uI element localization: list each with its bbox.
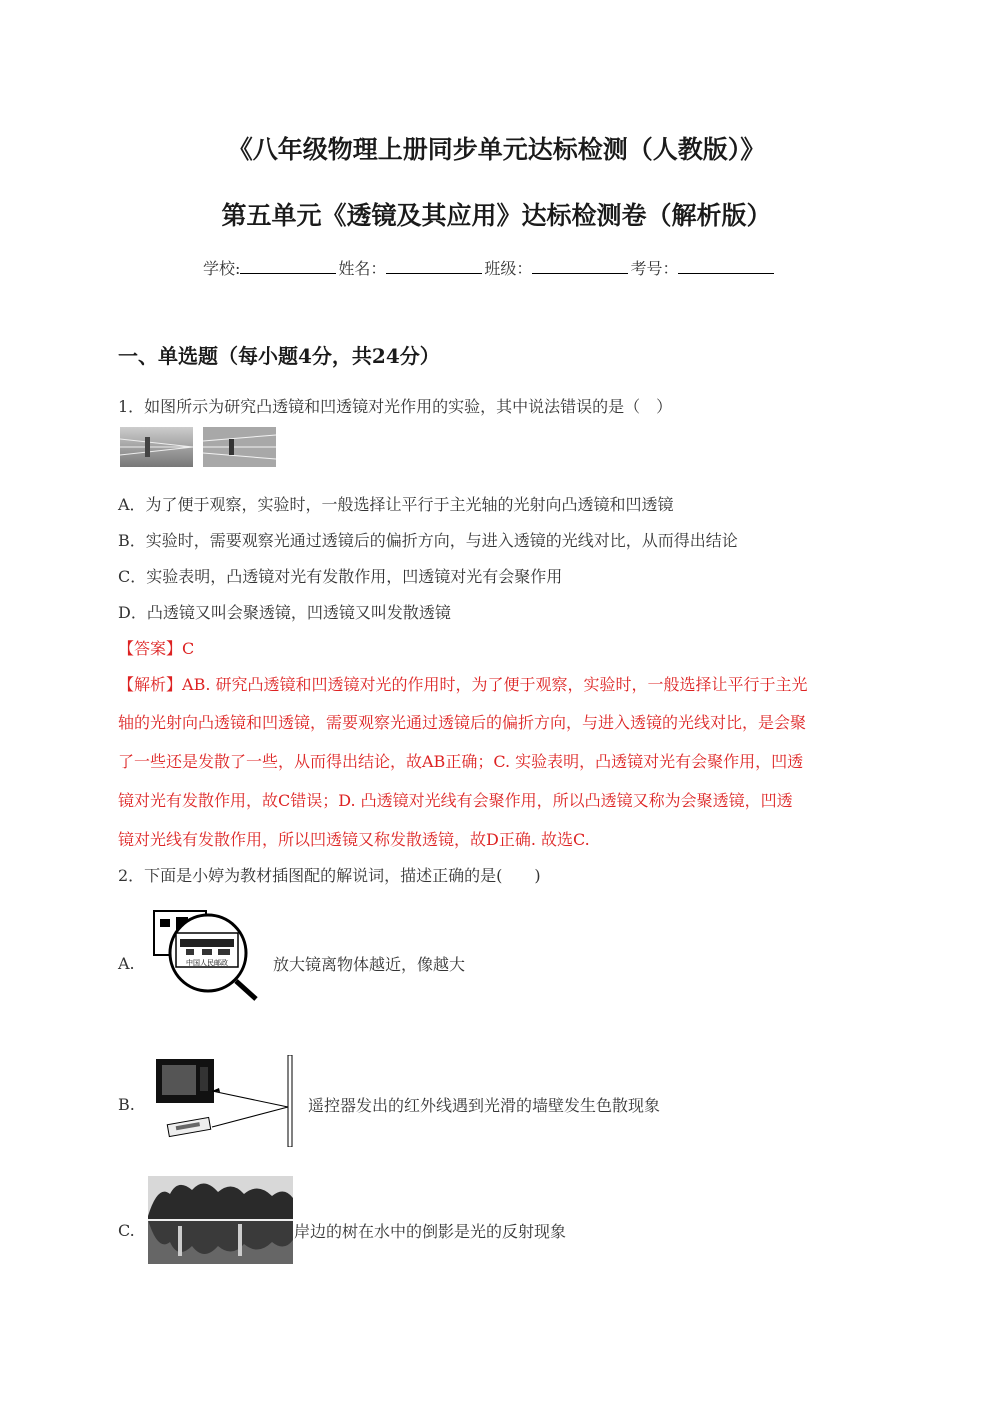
tree-reflection-photo [148,1176,293,1264]
analysis-text: AB. 研究凸透镜和凹透镜对光的作用时，为了便于观察，实验时，一般选择让平行于主光 [182,675,808,694]
name-label: 姓名： [338,259,387,278]
q1-analysis-line-5: 镜对光线有发散作用，所以凹透镜又称发散透镜，故D正确. 故选C. [118,830,590,849]
answer-label: 【答案】 [118,639,183,658]
class-field[interactable] [532,259,628,274]
section-heading: 一、单选题（每小题4分，共24分） [118,344,440,368]
answer-value: C [182,639,195,658]
q1-answer [118,636,194,659]
q2-option-a-letter: A. [118,954,135,973]
concave-lens-photo [203,427,276,467]
q1-option-c: C．实验表明，凸透镜对光有发散作用，凹透镜对光有会聚作用 [118,567,563,586]
q2-option-a-text: 放大镜离物体越近，像越大 [273,955,466,974]
q2-option-c-letter: C. [118,1221,135,1240]
student-info-line [203,256,776,279]
number-label: 考号： [630,259,679,278]
q1-analysis-line-1 [118,672,808,695]
magnifier-stamp-illustration [146,905,264,1003]
stamp-text: 中国人民邮政 [186,959,228,967]
document-title: 《八年级物理上册同步单元达标检测（人教版）》 [227,135,766,164]
question-1-stem: 1．如图所示为研究凸透镜和凹透镜对光作用的实验，其中说法错误的是（ ） [118,397,673,416]
q1-analysis-line-2: 轴的光射向凸透镜和凹透镜，需要观察光通过透镜后的偏折方向，与进入透镜的光线对比，是会聚 [118,713,807,732]
q1-analysis-line-4: 镜对光有发散作用，故C错误；D. 凸透镜对光线有会聚作用，所以凸透镜又称为会聚透镜，凹透 [118,791,793,810]
q1-option-a: A．为了便于观察，实验时，一般选择让平行于主光轴的光射向凸透镜和凹透镜 [118,495,674,514]
analysis-label: 【解析】 [118,675,183,694]
q1-analysis-line-3: 了一些还是发散了一些，从而得出结论，故AB正确；C. 实验表明，凸透镜对光有会聚作用，凹透 [118,752,804,771]
class-label: 班级： [484,259,533,278]
number-field[interactable] [678,259,774,274]
name-field[interactable] [386,259,482,274]
question-2-stem: 2．下面是小婷为教材插图配的解说词，描述正确的是( ) [118,866,541,885]
school-field[interactable] [240,259,336,274]
convex-lens-photo [120,427,193,467]
q1-option-b: B．实验时，需要观察光通过透镜后的偏折方向，与进入透镜的光线对比，从而得出结论 [118,531,738,550]
document-subtitle: 第五单元《透镜及其应用》达标检测卷（解析版） [221,201,772,230]
q1-option-d: D．凸透镜又叫会聚透镜，凹透镜又叫发散透镜 [118,603,451,622]
tv-remote-wall-illustration [150,1055,300,1147]
q2-option-b-letter: B. [118,1095,135,1114]
q2-option-c-text: 岸边的树在水中的倒影是光的反射现象 [294,1222,567,1241]
school-label: 学校: [203,259,241,278]
q2-option-b-text: 遥控器发出的红外线遇到光滑的墙壁发生色散现象 [308,1096,661,1115]
